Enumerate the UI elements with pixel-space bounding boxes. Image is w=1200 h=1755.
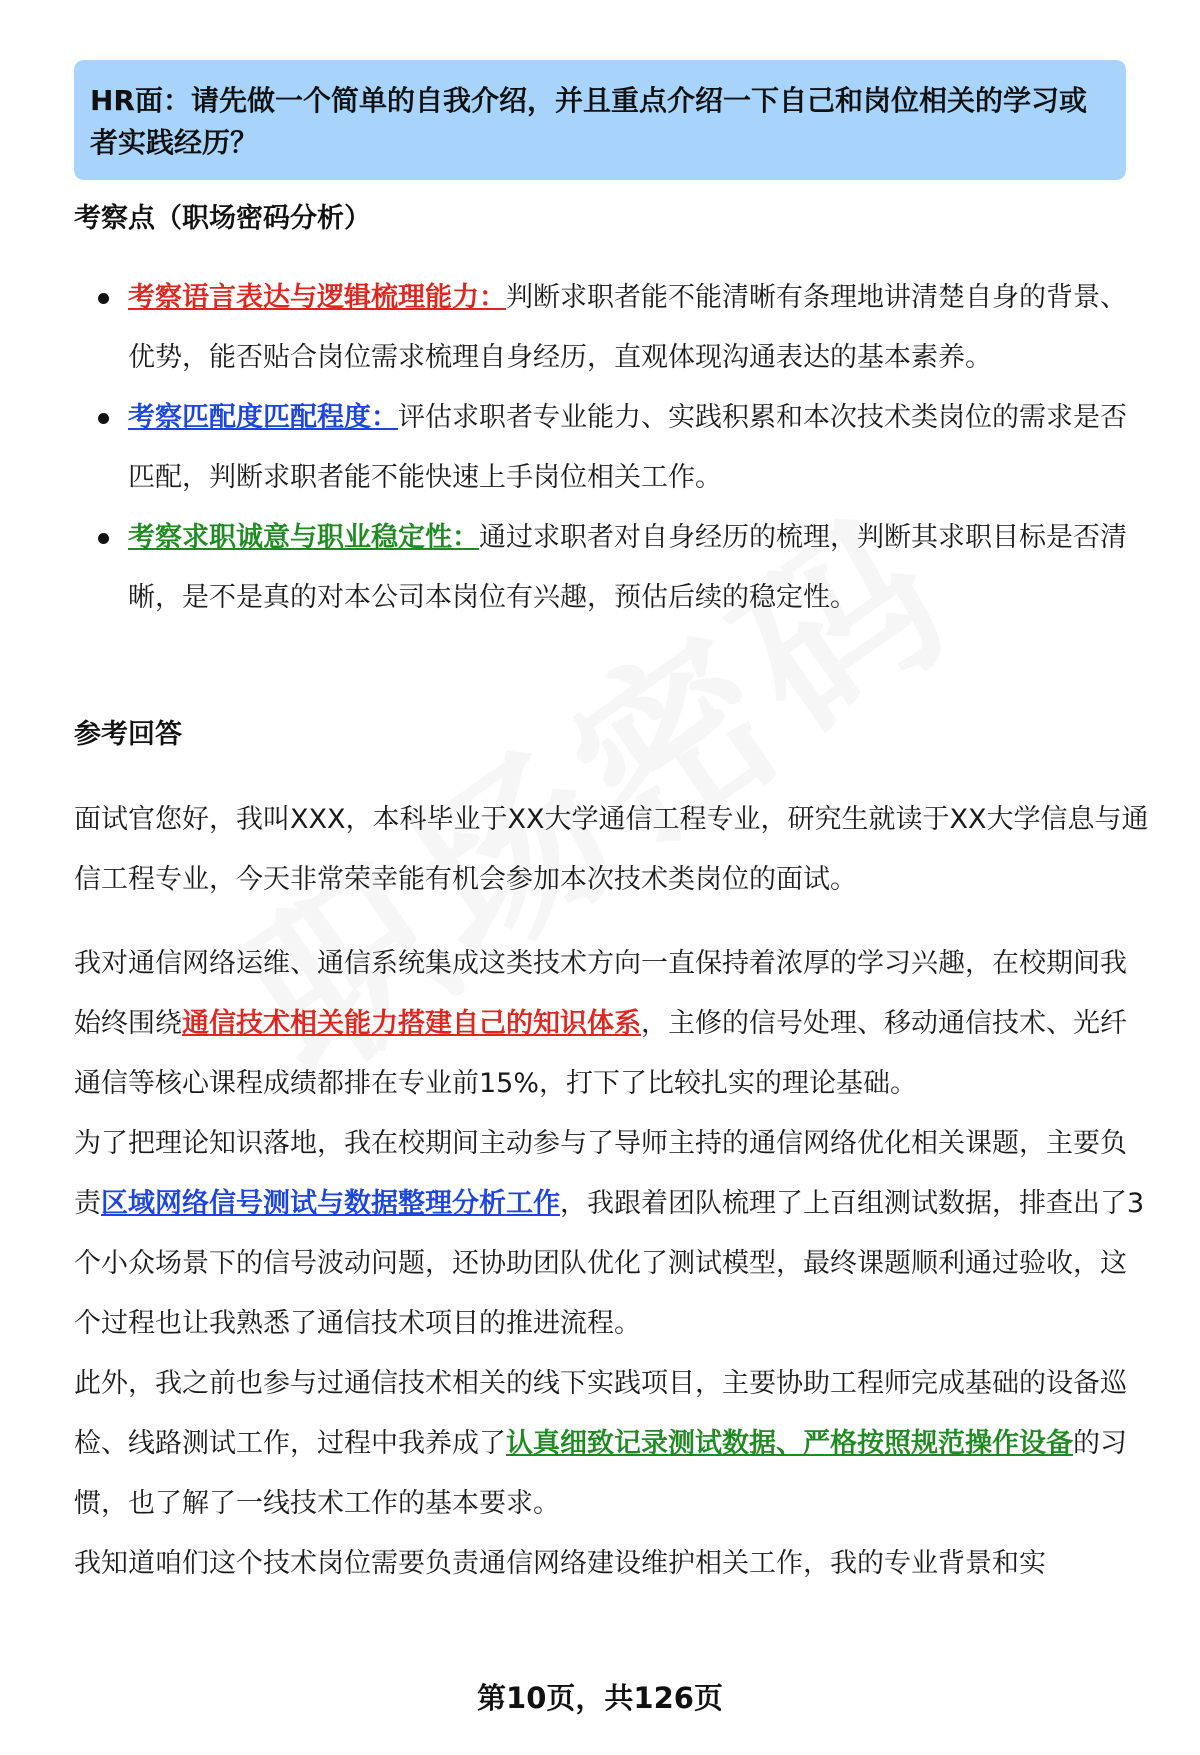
answer-body <box>74 790 1150 1594</box>
answer-keyword: 认真细致记录测试数据、严格按照规范操作设备 <box>506 1428 1073 1459</box>
answer-text: 的习惯，也了解了一线技术工作的基本要求。 <box>74 1428 1127 1519</box>
point-text: 判断求职者能不能清晰有条理地讲清楚自身的背景、优势，能否贴合岗位需求梳理自身经历，直观体现沟通表达的基本素养。 <box>128 282 1127 373</box>
answer-keyword: 通信技术相关能力搭建自己的知识体系 <box>182 1008 641 1039</box>
answer-heading: 参考回答 <box>74 719 182 750</box>
point-keyword: 考察匹配度匹配程度： <box>128 402 398 433</box>
bullet-icon <box>98 293 109 304</box>
point-item <box>74 508 1150 628</box>
point-keyword: 考察求职诚意与职业稳定性： <box>128 522 479 553</box>
points-heading: 考察点（职场密码分析） <box>74 203 371 234</box>
answer-text: 我对通信网络运维、通信系统集成这类技术方向一直保持着浓厚的学习兴趣，在校期间我始终围绕 <box>74 948 1127 1039</box>
answer-paragraph <box>74 934 1150 1114</box>
answer-text: 为了把理论知识落地，我在校期间主动参与了导师主持的通信网络优化相关课题，主要负责 <box>74 1128 1127 1219</box>
answer-text: 此外，我之前也参与过通信技术相关的线下实践项目，主要协助工程师完成基础的设备巡检、线路测试工作，过程中我养成了 <box>74 1368 1127 1459</box>
point-item <box>74 388 1150 508</box>
point-text: 通过求职者对自身经历的梳理，判断其求职目标是否清晰，是不是真的对本公司本岗位有兴趣，预估后续的稳定性。 <box>128 522 1127 613</box>
answer-text: ，我跟着团队梳理了上百组测试数据，排查出了3个小众场景下的信号波动问题，还协助团队优化了测试模型，最终课题顺利通过验收，这个过程也让我熟悉了通信技术项目的推进流程。 <box>74 1188 1145 1339</box>
points-list <box>74 268 1150 628</box>
bullet-icon <box>98 413 109 424</box>
question-box <box>74 60 1126 180</box>
point-keyword: 考察语言表达与逻辑梳理能力： <box>128 282 506 313</box>
page-number: 第10页，共126页 <box>477 1681 723 1715</box>
bullet-icon <box>98 533 109 544</box>
answer-paragraph <box>74 1114 1150 1354</box>
point-item <box>74 268 1150 388</box>
answer-text: ，主修的信号处理、移动通信技术、光纤通信等核心课程成绩都排在专业前15%，打下了比较扎实的理论基础。 <box>74 1008 1127 1099</box>
answer-paragraph: 我知道咱们这个技术岗位需要负责通信网络建设维护相关工作，我的专业背景和实 <box>74 1548 1046 1579</box>
question-text: HR面：请先做一个简单的自我介绍，并且重点介绍一下自己和岗位相关的学习或者实践经历？ <box>90 84 1087 159</box>
answer-paragraph: 面试官您好，我叫XXX，本科毕业于XX大学通信工程专业，研究生就读于XX大学信息与通信工程专业，今天非常荣幸能有机会参加本次技术类岗位的面试。 <box>74 804 1149 895</box>
answer-paragraph <box>74 1354 1150 1534</box>
point-text: 评估求职者专业能力、实践积累和本次技术类岗位的需求是否匹配，判断求职者能不能快速上手岗位相关工作。 <box>128 402 1127 493</box>
answer-keyword: 区域网络信号测试与数据整理分析工作 <box>101 1188 560 1219</box>
